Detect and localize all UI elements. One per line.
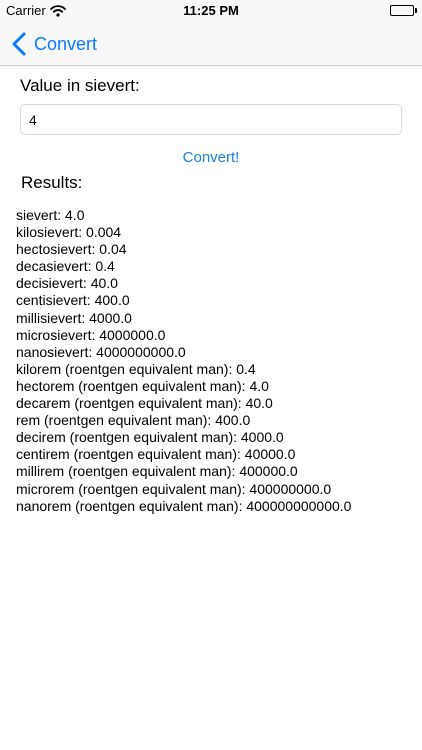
status-bar [0,0,422,22]
result-item: decasievert: 0.4 [16,258,115,275]
battery-tip [415,8,417,13]
result-item: microsievert: 4000000.0 [16,326,166,343]
result-item: centisievert: 400.0 [16,292,130,309]
result-item: millirem (roentgen equivalent man): 400000.0 [16,463,298,480]
result-item: rem (roentgen equivalent man): 400.0 [16,412,251,429]
result-item: decisievert: 40.0 [16,275,118,292]
result-item: hectosievert: 0.04 [16,241,127,258]
sievert-value-input[interactable] [20,104,402,135]
result-item: nanosievert: 4000000000.0 [16,343,186,360]
battery-icon [390,5,414,16]
back-label: Convert [34,33,98,54]
chevron-left-icon [10,31,32,57]
result-item: decirem (roentgen equivalent man): 4000.0 [16,429,284,446]
back-button[interactable] [10,31,97,57]
result-item: centirem (roentgen equivalent man): 40000.0 [16,446,296,463]
result-item: hectorem (roentgen equivalent man): 4.0 [16,377,269,394]
result-item: decarem (roentgen equivalent man): 40.0 [16,395,273,412]
status-time: 11:25 PM [183,3,239,18]
result-item: sievert: 4.0 [16,207,85,223]
results-heading: Results: [21,173,83,192]
result-item: kilosievert: 0.004 [16,224,122,241]
value-field-label: Value in sievert: [20,76,140,95]
convert-button[interactable]: Convert! [182,149,240,166]
result-item: kilorem (roentgen equivalent man): 0.4 [16,360,256,377]
result-item: millisievert: 4000.0 [16,309,132,326]
result-item: microrem (roentgen equivalent man): 400000000.0 [16,480,332,497]
navigation-bar [0,22,422,66]
carrier-label: Carrier [6,3,46,18]
result-item: nanorem (roentgen equivalent man): 400000000000.0 [16,497,352,514]
results-list [16,207,351,515]
